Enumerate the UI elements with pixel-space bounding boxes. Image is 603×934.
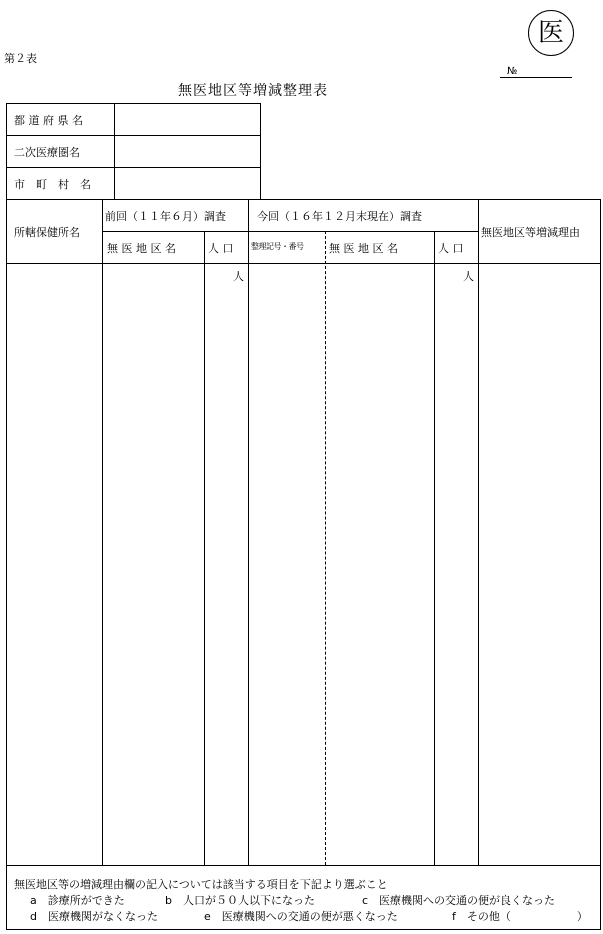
note-b: b 人口が５０人以下になった (165, 894, 315, 907)
prev-area-name-header: 無 医 地 区 名 (107, 242, 176, 255)
prev-area-name-column-body[interactable] (103, 264, 204, 865)
page-title: 無医地区等増減整理表 (178, 83, 328, 99)
prev-population-unit: 人 (233, 270, 244, 283)
municipality-label: 市 町 村 名 (14, 178, 91, 191)
main-top-border (6, 199, 601, 200)
medical-seal: 医 (528, 10, 574, 56)
curr-population-unit: 人 (463, 270, 474, 283)
note-a: a 診療所ができた (30, 894, 125, 907)
code-header: 整理記号・番号 (251, 242, 304, 251)
note-e: e 医療機関への交通の便が悪くなった (204, 910, 398, 923)
main-right-border (600, 199, 601, 930)
info-row-divider-2 (6, 167, 261, 168)
col-divider-prev-name (204, 231, 205, 865)
info-left-border (6, 103, 7, 199)
info-label-divider (114, 103, 115, 199)
prev-population-header: 人 口 (208, 242, 234, 255)
curr-area-name-column-body[interactable] (326, 264, 434, 865)
col-divider-curr-name (434, 231, 435, 865)
previous-survey-header: 前回（１１年６月）調査 (105, 210, 226, 223)
code-column-body[interactable] (249, 282, 325, 865)
medical-area-label: 二次医療圏名 (14, 146, 80, 159)
note-c: c 医療機関への交通の便が良くなった (362, 894, 556, 907)
reason-header: 無医地区等増減理由 (481, 226, 580, 239)
note-d: d 医療機関がなくなった (30, 910, 158, 923)
number-label: № (507, 66, 518, 77)
info-right-border (260, 103, 261, 199)
curr-population-header: 人 口 (438, 242, 464, 255)
number-field-line[interactable] (500, 77, 572, 78)
notes-intro: 無医地区等の増減理由欄の記入については該当する項目を下記より選ぶこと (14, 878, 388, 891)
notes-top-border (6, 865, 601, 866)
health-center-column-body[interactable] (7, 264, 102, 865)
reason-column-body[interactable] (479, 264, 600, 865)
curr-area-name-header: 無 医 地 区 名 (329, 242, 398, 255)
note-f: f その他（ ） (452, 910, 588, 923)
health-center-header: 所轄保健所名 (14, 226, 80, 239)
info-top-border (6, 103, 261, 104)
prefecture-label: 都 道 府 県 名 (14, 114, 83, 127)
current-survey-header: 今回（１６年１２月末現在）調査 (257, 210, 422, 223)
subheader-divider (102, 231, 478, 232)
form-id: 第２表 (4, 52, 37, 65)
main-bottom-border (6, 929, 601, 930)
info-row-divider-1 (6, 135, 261, 136)
